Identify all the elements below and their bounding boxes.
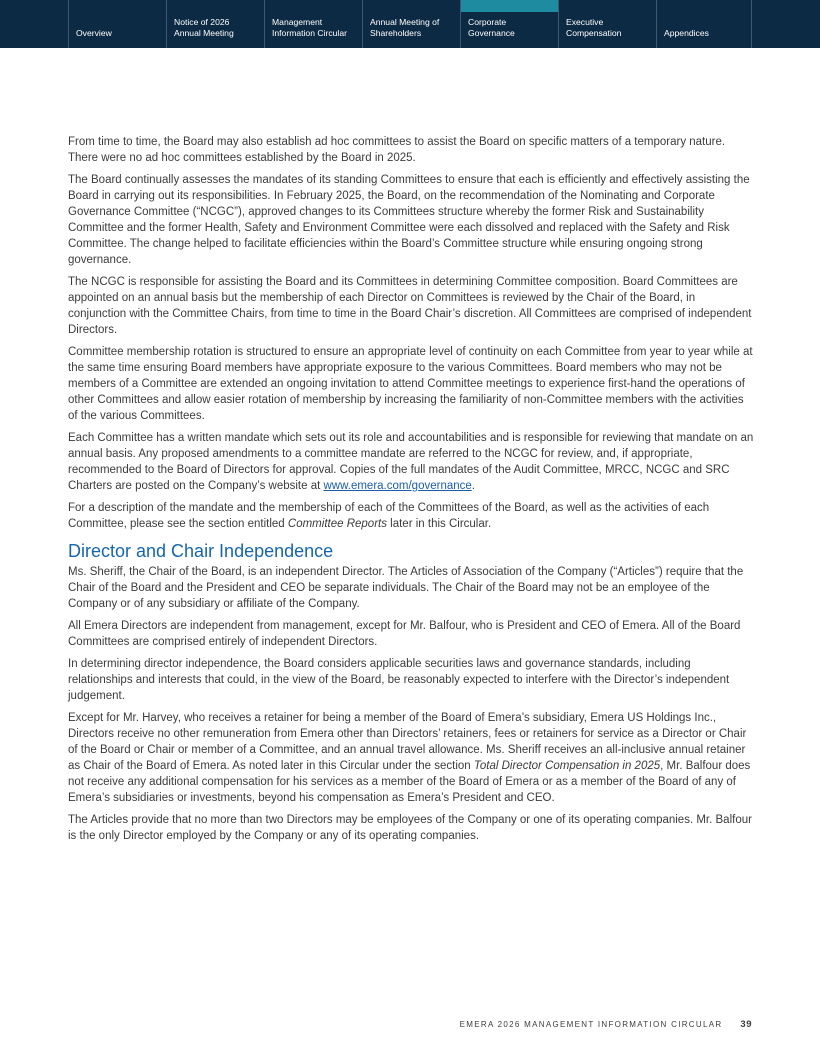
tab-label: Overview: [76, 28, 112, 38]
tab-notice-of-annual-meeting[interactable]: [166, 0, 264, 48]
paragraph-committee-mandates: The Board continually assesses the mandates of its standing Committees to ensure that each is efficiently and effectively assisting the Board in carrying out its responsibilities. In February 2025, the Board, on the recommendation of the Nominating and Corporate Governance Committee (“NCGC”), approved changes to its Committees structure whereby the former Risk and Sustainability Committee and the former Health, Safety and Environment Committee were each dissolved and replaced with the Safety and Risk Committee. The change helped to facilitate efficiencies within the Board’s Committee structure while ensuring ongoing strong governance.: [68, 174, 750, 266]
paragraph-determining-independence: In determining director independence, the Board considers applicable securities laws and governance standards, including relationships and interests that could, in the view of the Board, be reasonably expected to interfere with the Director’s independent judgement.: [68, 658, 730, 702]
paragraph-written-mandate: Each Committee has a written mandate which sets out its role and accountabilities and is responsible for reviewing that mandate on an annual basis. Any proposed amendments to a committee mandate are referred to the NCGC for review, and, if appropriate, recommended to the Board of Directors for approval. Copies of the full mandates of the Audit Committee, MRCC, NCGC and SRC Charters are posted on the Company’s website at www.emera.com/governance.: [68, 432, 754, 492]
tab-label: Management Information Circular: [272, 17, 347, 38]
tab-label: Notice of 2026 Annual Meeting: [174, 17, 234, 38]
governance-link[interactable]: www.emera.com/governance: [323, 480, 472, 492]
tab-overview[interactable]: [68, 0, 166, 48]
paragraph-remuneration: Except for Mr. Harvey, who receives a retainer for being a member of the Board of Emera’s subsidiary, Emera US Holdings Inc., Directors receive no other remuneration from Emera other than Directors’ retainers, fees or retainers for service as a Director or Chair of the Board or Chair or member of a Committee, and an annual travel allowance. Ms. Sheriff receives an all-inclusive annual retainer as Chair of the Board of Emera. As noted later in this Circular under the section Total Director Compensation in 2025, Mr. Balfour does not receive any additional compensation for his services as a member of the Board of Emera or as a member of the Board of any of Emera’s subsidiaries or investments, beyond his compensation as Emera’s President and CEO.: [68, 712, 751, 804]
paragraph-articles-employees: The Articles provide that no more than two Directors may be employees of the Company or one of its operating companies. Mr. Balfour is the only Director employed by the Company or any of its operating companies.: [68, 814, 752, 842]
paragraph-ad-hoc-committees: From time to time, the Board may also establish ad hoc committees to assist the Board on specific matters of a temporary nature. There were no ad hoc committees established by the Board in 2025.: [68, 136, 726, 164]
tab-corporate-governance[interactable]: [460, 0, 558, 48]
paragraph-directors-independent: All Emera Directors are independent from management, except for Mr. Balfour, who is President and CEO of Emera. All of the Board Committees are comprised entirely of independent Directors.: [68, 620, 741, 648]
paragraph-committee-reports: For a description of the mandate and the membership of each of the Committees of the Board, as well as the activities of each Committee, please see the section entitled Committee Reports later in this Circular.: [68, 502, 710, 530]
paragraph-membership-rotation: Committee membership rotation is structured to ensure an appropriate level of continuity on each Committee from year to year while at the same time ensuring Board members have appropriate exposure to the various Committees. Board members who may not be members of a Committee are extended an ongoing invitation to attend Committee meetings to experience first-hand the operations of other Committees and allow easier rotation of membership by increasing the familiarity of non-Committee members with the activities of the various Committees.: [68, 346, 753, 422]
section-heading: Director and Chair Independence: [68, 541, 334, 561]
paragraph-chair-independence: Ms. Sheriff, the Chair of the Board, is an independent Director. The Articles of Association of the Company (“Articles”) require that the Chair of the Board and the President and CEO be separate individuals. The Chair of the Board may not be an employee of the Company or of any subsidiary or affiliate of the Company.: [68, 566, 744, 610]
tab-label: Executive Compensation: [566, 17, 622, 38]
tab-label: Corporate Governance: [468, 17, 515, 38]
tab-executive-compensation[interactable]: [558, 0, 656, 48]
tab-management-information-circular[interactable]: [264, 0, 362, 48]
paragraph-ncgc-responsibility: The NCGC is responsible for assisting the Board and its Committees in determining Committee composition. Board Committees are appointed on an annual basis but the membership of each Director on Committees is reviewed by the Chair of the Board, in conjunction with the Committee Chairs, from time to time in the Board Chair’s discretion. All Committees are comprised of independent Directors.: [68, 276, 752, 336]
tab-label: Annual Meeting of Shareholders: [370, 17, 440, 38]
top-navigation: [0, 0, 820, 48]
footer-title: EMERA 2026 MANAGEMENT INFORMATION CIRCULAR: [459, 1020, 723, 1029]
page-number: 39: [740, 1019, 752, 1030]
tab-annual-meeting-of-shareholders[interactable]: [362, 0, 460, 48]
tab-appendices[interactable]: [656, 0, 752, 48]
page-footer: [460, 1019, 752, 1030]
main-content: [68, 134, 754, 850]
tab-label: Appendices: [664, 28, 709, 38]
